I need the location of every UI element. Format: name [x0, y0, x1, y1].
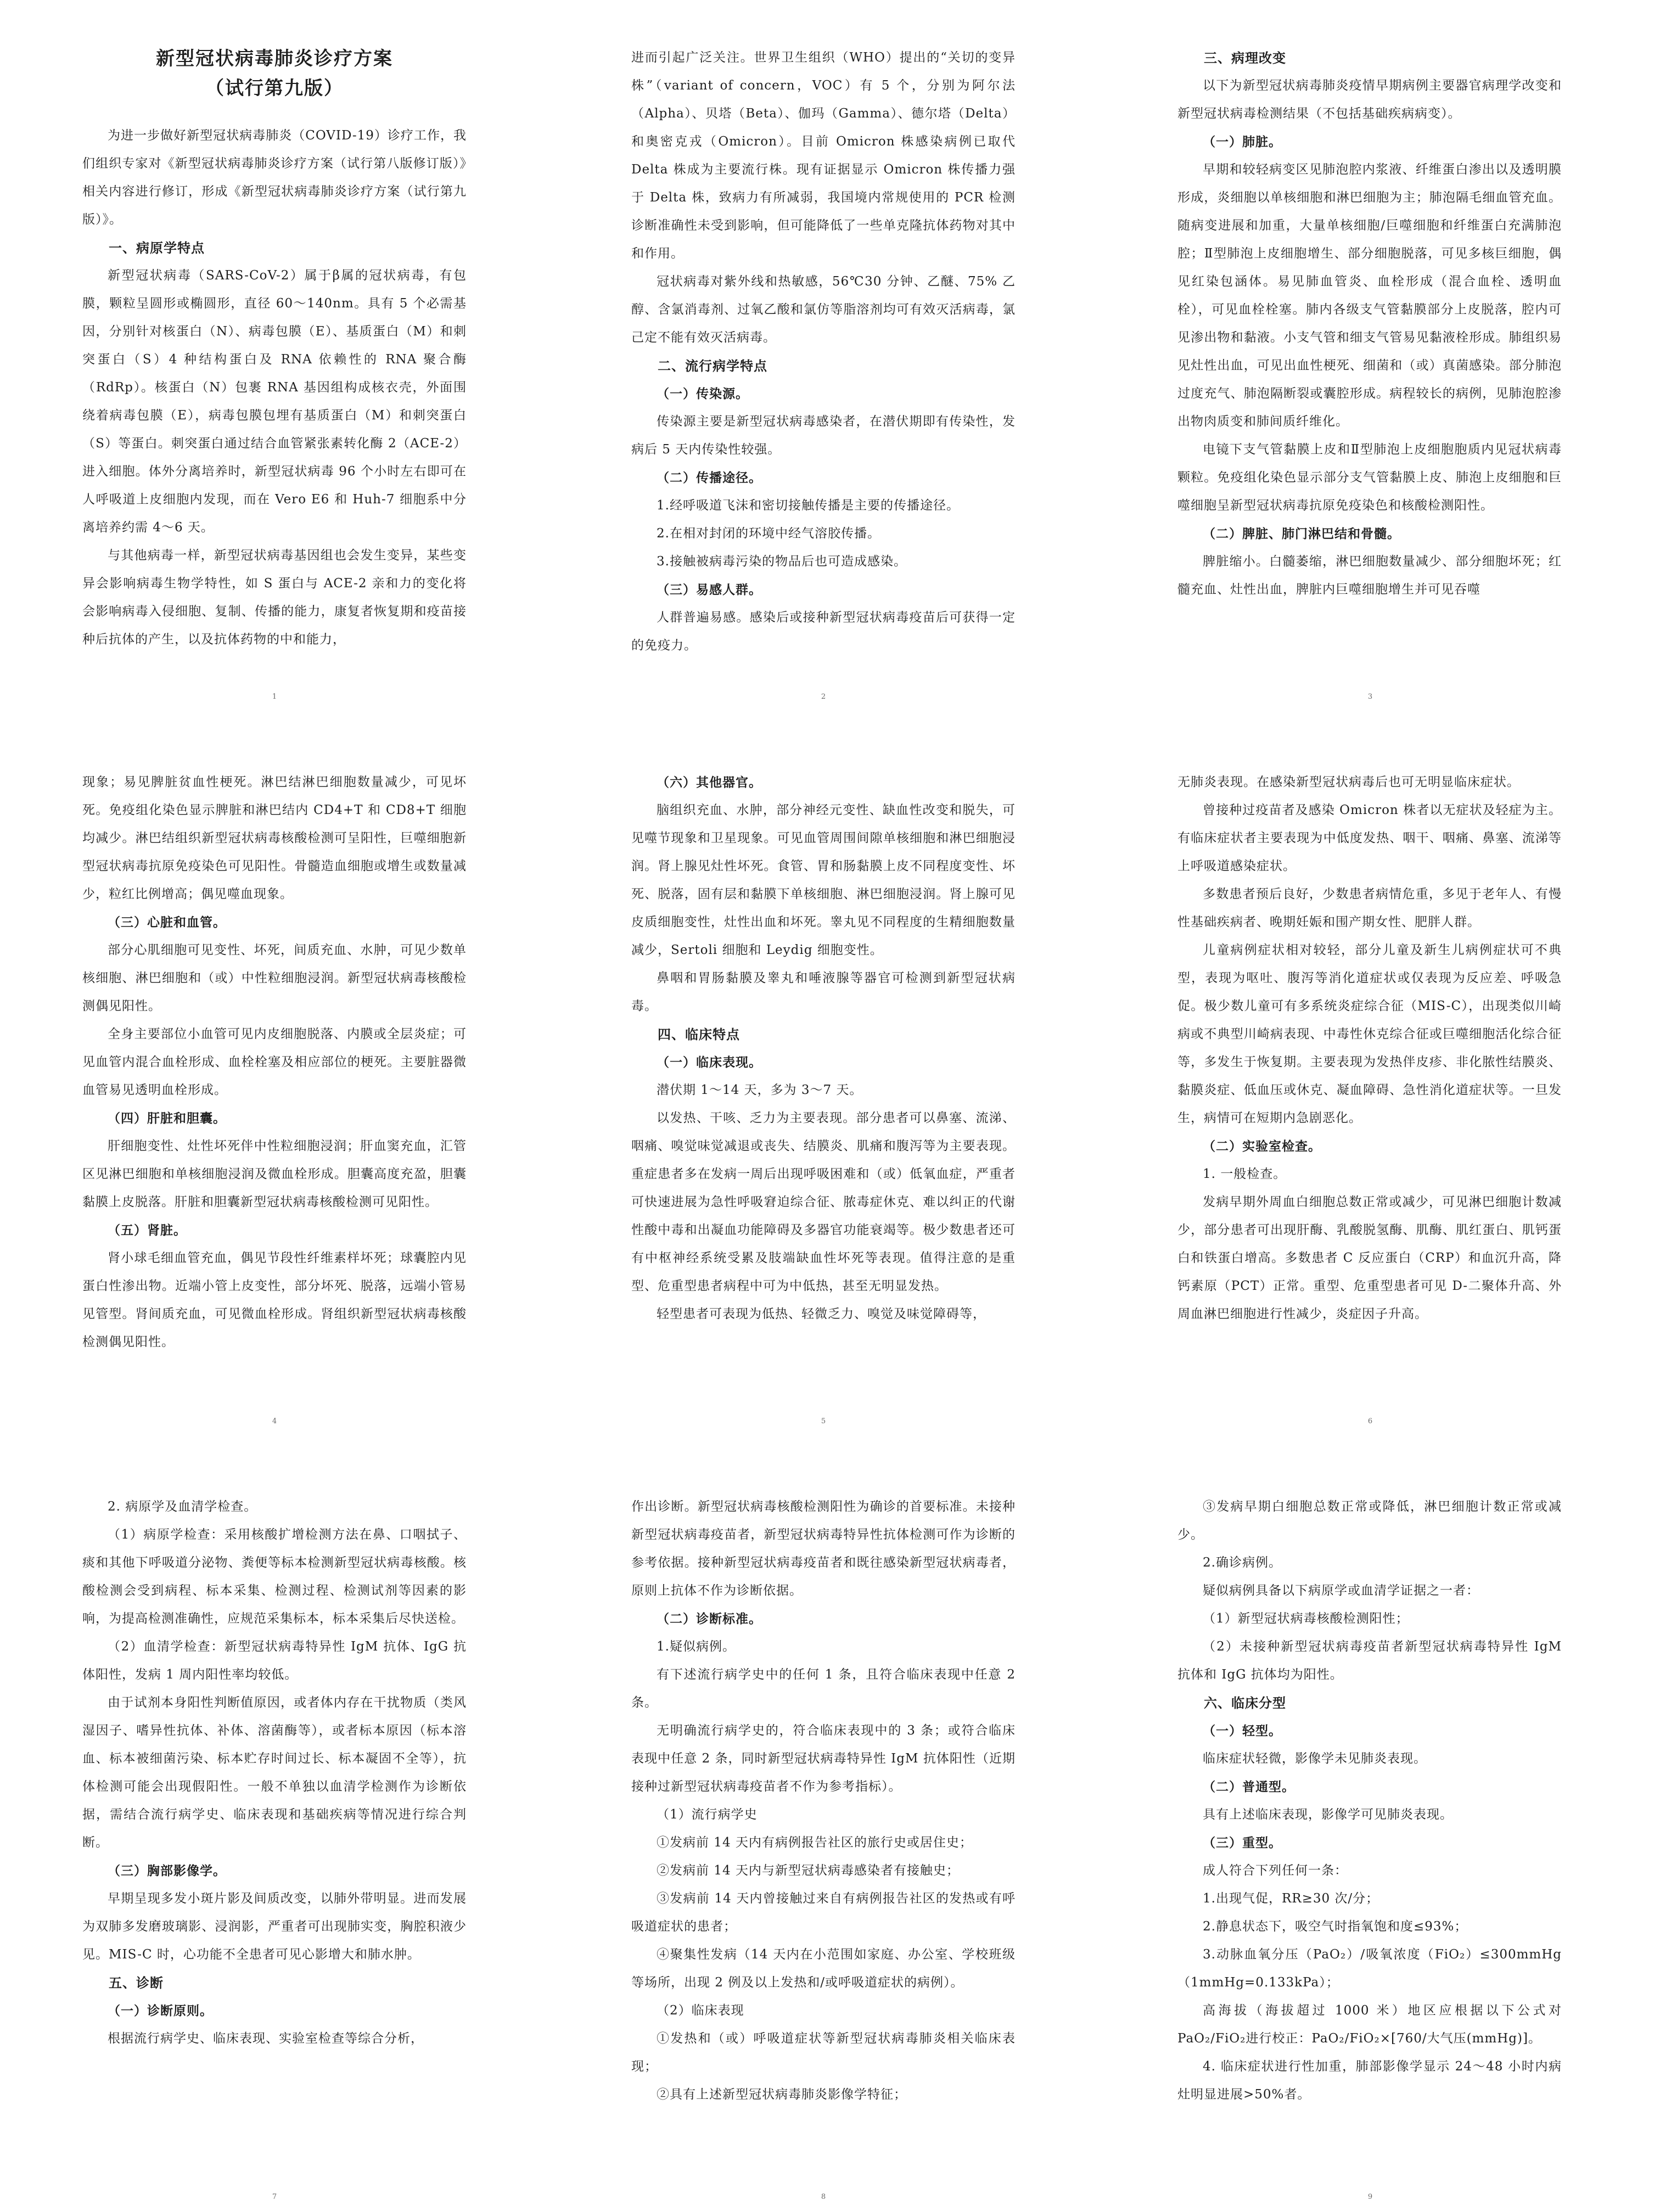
subsection-heading: （二）诊断标准。	[657, 1612, 762, 1626]
paragraph: 4. 临床症状进行性加重，肺部影像学显示 24～48 小时内病灶明显进展>50%者。	[1177, 2059, 1562, 2102]
page-body	[631, 1493, 1016, 2109]
paragraph: （1）新型冠状病毒核酸检测阳性；	[1203, 1612, 1409, 1626]
page-body	[631, 44, 1016, 660]
paragraph: 传染源主要是新型冠状病毒感染者，在潜伏期即有传染性，发病后 5 天内传染性较强。	[631, 414, 1016, 457]
page-4	[82, 768, 467, 1356]
paragraph: 3.接触被病毒污染的物品后也可造成感染。	[657, 554, 907, 569]
section-heading: 五、诊断	[109, 1975, 164, 1991]
paragraph: （2）临床表现	[657, 2003, 744, 2018]
paragraph: 无肺炎表现。在感染新型冠状病毒后也可无明显临床症状。	[1177, 775, 1520, 789]
paragraph: 为进一步做好新型冠状病毒肺炎（COVID-19）诊疗工作，我们组织专家对《新型冠状病毒肺炎诊疗方案（试行第八版修订版）》相关内容进行修订，形成《新型冠状病毒肺炎诊疗方案（试行第九版）》。	[82, 128, 467, 227]
subsection-heading: （四）肝脏和胆囊。	[108, 1111, 226, 1126]
paragraph: 3.动脉血氧分压（PaO₂）/吸氧浓度（FiO₂）≤300mmHg（1mmHg=0.133kPa）；	[1177, 1947, 1562, 1990]
page-8	[631, 1493, 1016, 2109]
paragraph: 进而引起广泛关注。世界卫生组织（WHO）提出的“关切的变异株”（variant of concern，VOC）有 5 个，分别为阿尔法（Alpha）、贝塔（Beta）、伽玛（Gamma）、德尔塔（Delta）和奥密克戎（Omicron）。目前 Omicron 株感染病例已取代 Delta 株成为主要流行株。现有证据显示 Omicron 株传播力强于 Delta 株，致病力有所减弱，我国境内常规使用的 PCR 检测诊断准确性未受到影响，但可能降低了一些单克隆抗体药物对其中和作用。	[631, 50, 1016, 261]
paragraph: ①发病前 14 天内有病例报告社区的旅行史或居住史；	[657, 1835, 973, 1850]
section-heading: 二、流行病学特点	[658, 358, 767, 374]
paragraph: 1. 一般检查。	[1203, 1167, 1287, 1181]
subsection-heading: （三）胸部影像学。	[108, 1863, 226, 1878]
subsection-heading: （三）心脏和血管。	[108, 915, 226, 930]
paragraph: 以下为新型冠状病毒肺炎疫情早期病例主要器官病理学改变和新型冠状病毒检测结果（不包括基础疾病病变）。	[1177, 78, 1562, 121]
paragraph: ②具有上述新型冠状病毒肺炎影像学特征；	[657, 2087, 907, 2102]
page-number: 7	[272, 2193, 277, 2201]
paragraph: 2. 病原学及血清学检查。	[108, 1500, 257, 1514]
paragraph: 新型冠状病毒（SARS-CoV-2）属于β属的冠状病毒，有包膜，颗粒呈圆形或椭圆形，直径 60～140nm。具有 5 个必需基因，分别针对核蛋白（N）、病毒包膜（E）、基质蛋白（M）和刺突蛋白（S）4 种结构蛋白及 RNA 依赖性的 RNA 聚合酶（RdRp）。核蛋白（N）包裹 RNA 基因组构成核衣壳，外面围绕着病毒包膜（E），病毒包膜包埋有基质蛋白（M）和刺突蛋白（S）等蛋白。刺突蛋白通过结合血管紧张素转化酶 2（ACE-2）进入细胞。体外分离培养时，新型冠状病毒 96 个小时左右即可在人呼吸道上皮细胞内发现，而在 Vero E6 和 Huh-7 细胞系中分离培养约需 4～6 天。	[82, 268, 467, 535]
paragraph: 无明确流行病学史的，符合临床表现中的 3 条；或符合临床表现中任意 2 条，同时新型冠状病毒特异性 IgM 抗体阳性（近期接种过新型冠状病毒疫苗者不作为参考指标）。	[631, 1723, 1016, 1794]
page-number: 5	[821, 1417, 826, 1425]
paragraph: 1.疑似病例。	[657, 1640, 736, 1654]
document-subtitle: （试行第九版）	[205, 77, 344, 99]
subsection-heading: （六）其他器官。	[657, 775, 762, 790]
page-body	[1177, 768, 1562, 1328]
subsection-heading: （三）重型。	[1203, 1835, 1282, 1850]
page-number: 1	[272, 693, 277, 701]
page-1	[82, 44, 467, 654]
paragraph: 临床症状轻微，影像学未见肺炎表现。	[1203, 1751, 1427, 1766]
page-5	[631, 768, 1016, 1328]
paragraph: ③发病早期白细胞总数正常或降低，淋巴细胞计数正常或减少。	[1177, 1500, 1562, 1542]
paragraph: ④聚集性发病（14 天内在小范围如家庭、办公室、学校班级等场所，出现 2 例及以上发热和/或呼吸道症状的病例）。	[631, 1947, 1016, 1990]
paragraph: 1.出现气促，RR≥30 次/分；	[1203, 1891, 1379, 1906]
subsection-heading: （三）易感人群。	[657, 582, 762, 597]
page-body	[82, 768, 467, 1356]
paragraph: 肾小球毛细血管充血，偶见节段性纤维素样坏死；球囊腔内见蛋白性渗出物。近端小管上皮变性，部分坏死、脱落，远端小管易见管型。肾间质充血，可见微血栓形成。肾组织新型冠状病毒核酸检测偶见阳性。	[82, 1251, 467, 1349]
paragraph: （1）病原学检查：采用核酸扩增检测方法在鼻、口咽拭子、痰和其他下呼吸道分泌物、粪便等标本检测新型冠状病毒核酸。核酸检测会受到病程、标本采集、检测过程、检测试剂等因素的影响，为提高检测准确性，应规范采集标本，标本采集后尽快送检。	[82, 1528, 467, 1626]
paragraph: （2）未接种新型冠状病毒疫苗者新型冠状病毒特异性 IgM 抗体和 IgG 抗体均为阳性。	[1177, 1640, 1562, 1682]
paragraph: 作出诊断。新型冠状病毒核酸检测阳性为确诊的首要标准。未接种新型冠状病毒疫苗者，新型冠状病毒特异性抗体检测可作为诊断的参考依据。接种新型冠状病毒疫苗者和既往感染新型冠状病毒者，原则上抗体不作为诊断依据。	[631, 1500, 1016, 1598]
page-number: 8	[821, 2193, 826, 2201]
paragraph: 2.在相对封闭的环境中经气溶胶传播。	[657, 526, 881, 541]
section-heading: 一、病原学特点	[109, 240, 205, 256]
page-number: 4	[272, 1417, 277, 1425]
subsection-heading: （一）临床表现。	[657, 1055, 762, 1070]
subsection-heading: （一）轻型。	[1203, 1723, 1282, 1738]
paragraph: 与其他病毒一样，新型冠状病毒基因组也会发生变异，某些变异会影响病毒生物学特性，如 S 蛋白与 ACE-2 亲和力的变化将会影响病毒入侵细胞、复制、传播的能力，康复者恢复期和疫苗接种后抗体的产生，以及抗体药物的中和能力，	[82, 548, 467, 647]
paragraph: ②发病前 14 天内与新型冠状病毒感染者有接触史；	[657, 1863, 960, 1878]
paragraph: ①发热和（或）呼吸道症状等新型冠状病毒肺炎相关临床表现；	[631, 2031, 1016, 2074]
page-7	[82, 1493, 467, 2053]
paragraph: 曾接种过疫苗者及感染 Omicron 株者以无症状及轻症为主。有临床症状者主要表现为中低度发热、咽干、咽痛、鼻塞、流涕等上呼吸道感染症状。	[1177, 803, 1562, 873]
page-number: 9	[1367, 2193, 1373, 2201]
section-heading: 六、临床分型	[1204, 1695, 1286, 1711]
paragraph: 有下述流行病学史中的任何 1 条，且符合临床表现中任意 2 条。	[631, 1668, 1016, 1710]
paragraph: 由于试剂本身阳性判断值原因，或者体内存在干扰物质（类风湿因子、嗜异性抗体、补体、溶菌酶等），或者标本原因（标本溶血、标本被细菌污染、标本贮存时间过长、标本凝固不全等），抗体检测可能会出现假阳性。一般不单独以血清学检测作为诊断依据，需结合流行病学史、临床表现和基础疾病等情况进行综合判断。	[82, 1696, 467, 1850]
page-body	[82, 122, 467, 654]
page-body	[1177, 1493, 1562, 2109]
paragraph: 轻型患者可表现为低热、轻微乏力、嗅觉及味觉障碍等，	[657, 1307, 986, 1321]
page-3	[1177, 44, 1562, 604]
subsection-heading: （一）诊断原则。	[108, 2003, 213, 2018]
paragraph: 成人符合下列任何一条：	[1203, 1863, 1348, 1878]
page-body	[631, 768, 1016, 1328]
paragraph: 肝细胞变性、灶性坏死伴中性粒细胞浸润；肝血窦充血，汇管区见淋巴细胞和单核细胞浸润及微血栓形成。胆囊高度充盈，胆囊黏膜上皮脱落。肝脏和胆囊新型冠状病毒核酸检测可见阳性。	[82, 1139, 467, 1209]
page-6	[1177, 768, 1562, 1328]
page-number: 2	[821, 693, 826, 701]
paragraph: （2）血清学检查：新型冠状病毒特异性 IgM 抗体、IgG 抗体阳性，发病 1 周内阳性率均较低。	[82, 1640, 467, 1682]
paragraph: 全身主要部位小血管可见内皮细胞脱落、内膜或全层炎症；可见血管内混合血栓形成、血栓栓塞及相应部位的梗死。主要脏器微血管易见透明血栓形成。	[82, 1027, 467, 1097]
paragraph: 部分心肌细胞可见变性、坏死，间质充血、水肿，可见少数单核细胞、淋巴细胞和（或）中性粒细胞浸润。新型冠状病毒核酸检测偶见阳性。	[82, 943, 467, 1013]
section-heading: 三、病理改变	[1204, 50, 1286, 66]
subsection-heading: （一）肺脏。	[1203, 134, 1282, 149]
page-number: 3	[1367, 693, 1373, 701]
page-9	[1177, 1493, 1562, 2109]
paragraph: 疑似病例具备以下病原学或血清学证据之一者：	[1203, 1584, 1479, 1598]
paragraph: 鼻咽和胃肠黏膜及睾丸和唾液腺等器官可检测到新型冠状病毒。	[631, 971, 1016, 1013]
paragraph: 2.确诊病例。	[1203, 1556, 1282, 1570]
paragraph: 脑组织充血、水肿，部分神经元变性、缺血性改变和脱失，可见噬节现象和卫星现象。可见血管周围间隙单核细胞和淋巴细胞浸润。肾上腺见灶性坏死。食管、胃和肠黏膜上皮不同程度变性、坏死、脱落，固有层和黏膜下单核细胞、淋巴细胞浸润。肾上腺可见皮质细胞变性，灶性出血和坏死。睾丸见不同程度的生精细胞数量减少，Sertoli 细胞和 Leydig 细胞变性。	[631, 803, 1016, 957]
paragraph: 冠状病毒对紫外线和热敏感，56℃30 分钟、乙醚、75% 乙醇、含氯消毒剂、过氧乙酸和氯仿等脂溶剂均可有效灭活病毒，氯己定不能有效灭活病毒。	[631, 274, 1016, 345]
document-title: 新型冠状病毒肺炎诊疗方案	[156, 48, 393, 70]
paragraph: 早期和较轻病变区见肺泡腔内浆液、纤维蛋白渗出以及透明膜形成，炎细胞以单核细胞和淋巴细胞为主；肺泡隔毛细血管充血。随病变进展和加重，大量单核细胞/巨噬细胞和纤维蛋白充满肺泡腔；Ⅱ型肺泡上皮细胞增生、部分细胞脱落，可见多核巨细胞，偶见红染包涵体。易见肺血管炎、血栓形成（混合血栓、透明血栓），可见血栓栓塞。肺内各级支气管黏膜部分上皮脱落，腔内可见渗出物和黏液。小支气管和细支气管易见黏液栓形成。肺组织易见灶性出血，可见出血性梗死、细菌和（或）真菌感染。部分肺泡过度充气、肺泡隔断裂或囊腔形成。病程较长的病例，见肺泡腔渗出物肉质变和肺间质纤维化。	[1177, 162, 1562, 429]
subsection-heading: （二）传播途径。	[657, 470, 762, 485]
paragraph: 以发热、干咳、乏力为主要表现。部分患者可以鼻塞、流涕、咽痛、嗅觉味觉减退或丧失、结膜炎、肌痛和腹泻等为主要表现。重症患者多在发病一周后出现呼吸困难和（或）低氧血症，严重者可快速进展为急性呼吸窘迫综合征、脓毒症休克、难以纠正的代谢性酸中毒和出凝血功能障碍及多器官功能衰竭等。极少数患者还可有中枢神经系统受累及肢端缺血性坏死等表现。值得注意的是重型、危重型患者病程中可为中低热，甚至无明显发热。	[631, 1111, 1016, 1293]
subsection-heading: （二）脾脏、肺门淋巴结和骨髓。	[1203, 526, 1400, 541]
paragraph: 早期呈现多发小斑片影及间质改变，以肺外带明显。进而发展为双肺多发磨玻璃影、浸润影，严重者可出现肺实变，胸腔积液少见。MIS-C 时，心功能不全患者可见心影增大和肺水肿。	[82, 1891, 467, 1962]
paragraph: 潜伏期 1～14 天，多为 3～7 天。	[657, 1083, 863, 1097]
page-body	[82, 1493, 467, 2053]
paragraph: 2.静息状态下，吸空气时指氧饱和度≤93%；	[1203, 1919, 1468, 1934]
paragraph: 1.经呼吸道飞沫和密切接触传播是主要的传播途径。	[657, 498, 960, 513]
page-number: 6	[1367, 1417, 1373, 1425]
paragraph: 根据流行病学史、临床表现、实验室检查等综合分析，	[108, 2031, 424, 2046]
section-heading: 四、临床特点	[658, 1026, 740, 1042]
subsection-heading: （五）肾脏。	[108, 1223, 187, 1238]
subsection-heading: （二）实验室检查。	[1203, 1139, 1321, 1154]
paragraph: 高海拔（海拔超过 1000 米）地区应根据以下公式对 PaO₂/FiO₂进行校正：PaO₂/FiO₂×[760/大气压(mmHg)]。	[1177, 2003, 1562, 2046]
paragraph: 多数患者预后良好，少数患者病情危重，多见于老年人、有慢性基础疾病者、晚期妊娠和围产期女性、肥胖人群。	[1177, 887, 1562, 929]
subsection-heading: （二）普通型。	[1203, 1779, 1295, 1794]
paragraph: 脾脏缩小。白髓萎缩，淋巴细胞数量减少、部分细胞坏死；红髓充血、灶性出血，脾脏内巨噬细胞增生并可见吞噬	[1177, 554, 1562, 597]
paragraph: 电镜下支气管黏膜上皮和Ⅱ型肺泡上皮细胞胞质内见冠状病毒颗粒。免疫组化染色显示部分支气管黏膜上皮、肺泡上皮细胞和巨噬细胞呈新型冠状病毒抗原免疫染色和核酸检测阳性。	[1177, 442, 1562, 513]
paragraph: （1）流行病学史	[657, 1807, 758, 1822]
paragraph: 人群普遍易感。感染后或接种新型冠状病毒疫苗后可获得一定的免疫力。	[631, 610, 1016, 653]
page-2	[631, 44, 1016, 660]
paragraph: 现象；易见脾脏贫血性梗死。淋巴结淋巴细胞数量减少，可见坏死。免疫组化染色显示脾脏和淋巴结内 CD4+T 和 CD8+T 细胞均减少。淋巴结组织新型冠状病毒核酸检测可呈阳性，巨噬细胞新型冠状病毒抗原免疫染色可见阳性。骨髓造血细胞或增生或数量减少，粒红比例增高；偶见噬血现象。	[82, 775, 467, 901]
page-body	[1177, 44, 1562, 604]
subsection-heading: （一）传染源。	[657, 386, 749, 401]
paragraph: 发病早期外周血白细胞总数正常或减少，可见淋巴细胞计数减少，部分患者可出现肝酶、乳酸脱氢酶、肌酶、肌红蛋白、肌钙蛋白和铁蛋白增高。多数患者 C 反应蛋白（CRP）和血沉升高，降钙素原（PCT）正常。重型、危重型患者可见 D-二聚体升高、外周血淋巴细胞进行性减少，炎症因子升高。	[1177, 1195, 1562, 1321]
paragraph: 儿童病例症状相对较轻，部分儿童及新生儿病例症状可不典型，表现为呕吐、腹泻等消化道症状或仅表现为反应差、呼吸急促。极少数儿童可有多系统炎症综合征（MIS-C），出现类似川崎病或不典型川崎病表现、中毒性休克综合征或巨噬细胞活化综合征等，多发生于恢复期。主要表现为发热伴皮疹、非化脓性结膜炎、黏膜炎症、低血压或休克、凝血障碍、急性消化道症状等。一旦发生，病情可在短期内急剧恶化。	[1177, 943, 1562, 1125]
paragraph: ③发病前 14 天内曾接触过来自有病例报告社区的发热或有呼吸道症状的患者；	[631, 1891, 1016, 1934]
paragraph: 具有上述临床表现，影像学可见肺炎表现。	[1203, 1807, 1453, 1822]
